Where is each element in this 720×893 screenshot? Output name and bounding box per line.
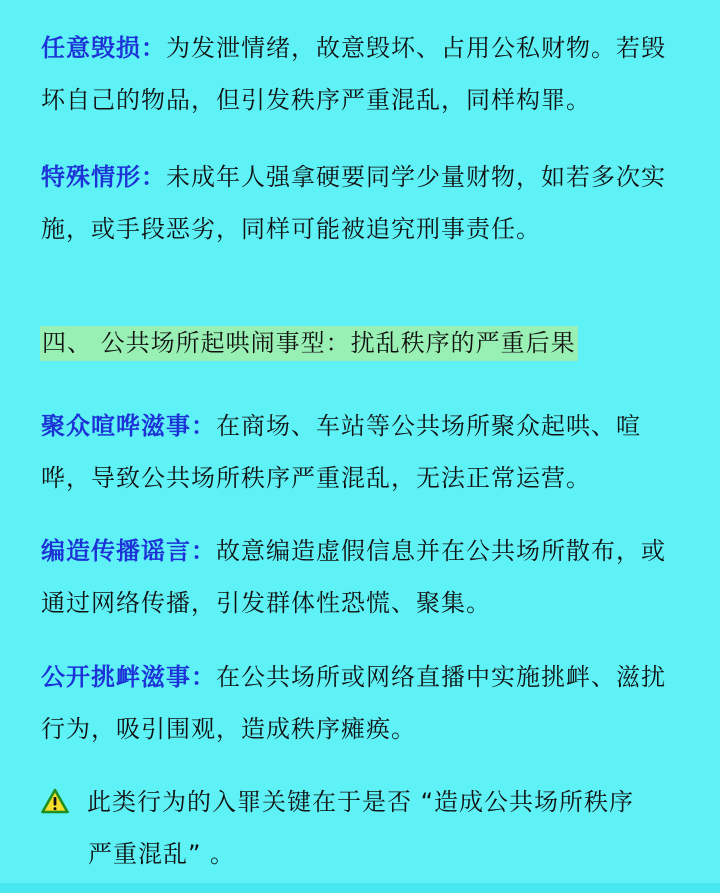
item-crowd-disturbance bbox=[41, 400, 689, 504]
item-rumor-spreading bbox=[41, 525, 689, 629]
warning-text-line2: 严重混乱” 。 bbox=[88, 840, 236, 868]
item-term: 聚众喧哗滋事： bbox=[41, 412, 216, 440]
item-term: 公开挑衅滋事： bbox=[41, 663, 216, 691]
item-text: 在公共场所或网络直播中实施挑衅、滋扰行为，吸引围观，造成秩序瘫痪。 bbox=[41, 663, 666, 743]
warning-icon bbox=[41, 788, 69, 814]
item-text: 为发泄情绪，故意毁坏、占用公私财物。若毁坏自己的物品，但引发秩序严重混乱，同样构罪。 bbox=[41, 34, 666, 114]
section-heading: 四、 公共场所起哄闹事型：扰乱秩序的严重后果 bbox=[40, 326, 578, 361]
warning-text-line1: 此类行为的入罪关键在于是否 “造成公共场所秩序 bbox=[87, 788, 635, 816]
item-special-case bbox=[41, 151, 689, 255]
warning-note bbox=[41, 776, 689, 880]
item-text: 未成年人强拿硬要同学少量财物，如若多次实施，或手段恶劣，同样可能被追究刑事责任。 bbox=[41, 163, 666, 243]
item-text: 故意编造虚假信息并在公共场所散布，或通过网络传播，引发群体性恐慌、聚集。 bbox=[41, 537, 666, 617]
item-term: 特殊情形： bbox=[41, 163, 166, 191]
item-term: 任意毁损： bbox=[41, 34, 166, 62]
item-text: 在商场、车站等公共场所聚众起哄、喧哗，导致公共场所秩序严重混乱，无法正常运营。 bbox=[41, 412, 641, 492]
item-vandalism bbox=[41, 22, 689, 126]
item-term: 编造传播谣言： bbox=[41, 537, 216, 565]
item-public-provocation bbox=[41, 651, 689, 755]
bottom-border bbox=[0, 883, 720, 893]
